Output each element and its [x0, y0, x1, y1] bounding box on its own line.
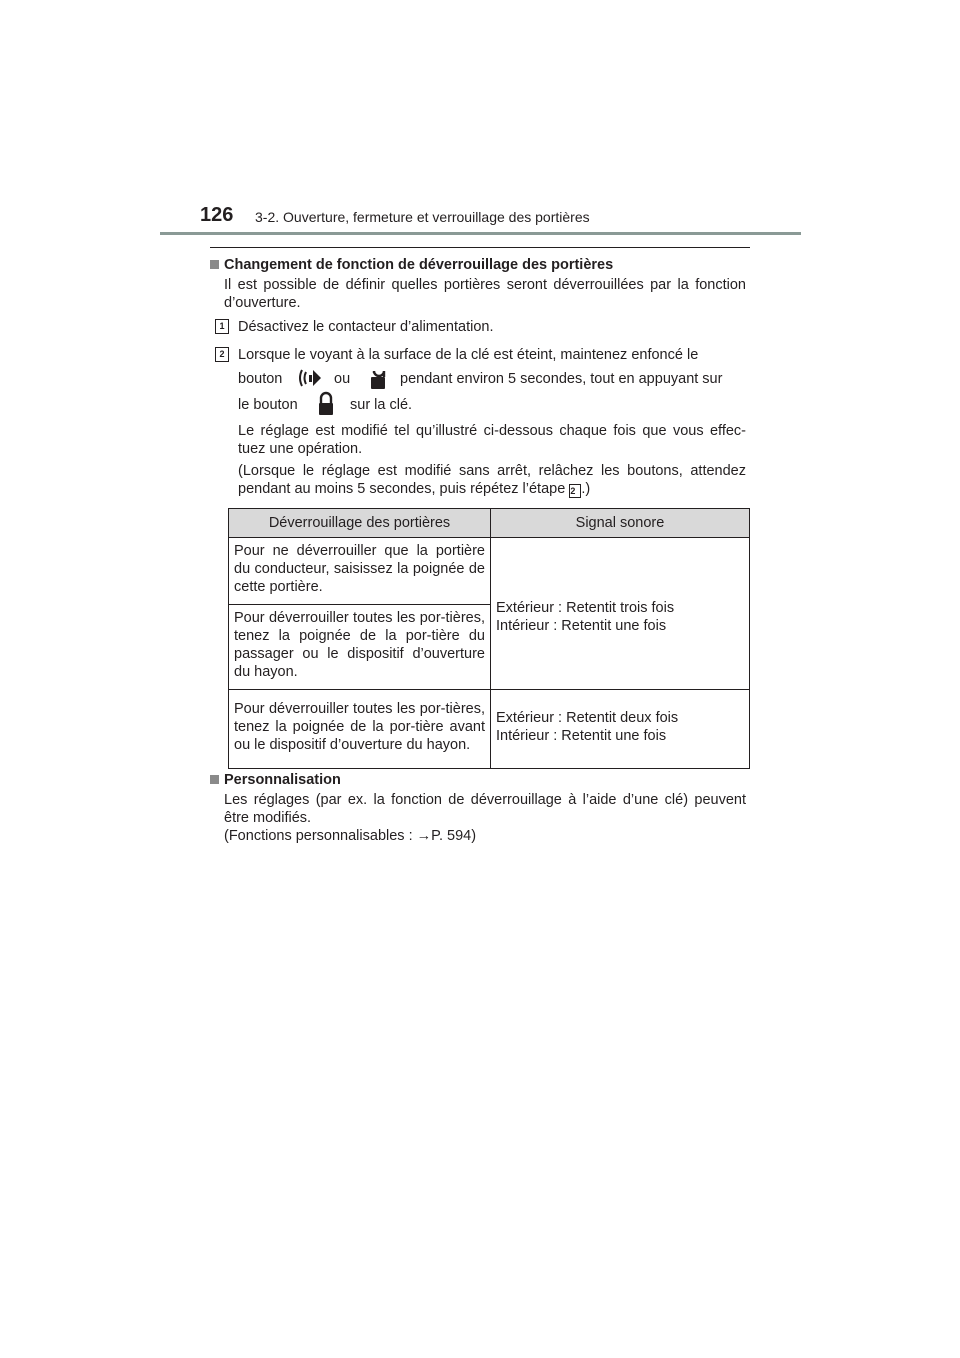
table-cell: Pour ne déverrouiller que la portière du conducteur, saisissez la poignée de cette portière.	[229, 538, 491, 605]
step-1-text: Désactivez le contacteur d’alimentation.	[238, 319, 494, 335]
table-row	[229, 690, 750, 769]
step-number-1: 1	[215, 319, 229, 334]
step-2-paragraph-2: Le réglage est modifié tel qu’illustré ci-dessous chaque fois que vous effec-tuez une opération.	[238, 423, 746, 457]
step-2-line-3-end: sur la clé.	[350, 397, 413, 413]
step-2-word-bouton: bouton	[238, 371, 283, 387]
section-2-reference: (Fonctions personnalisables : →P. 594)	[224, 828, 477, 844]
section-intro: Il est possible de définir quelles portières seront déverrouillées par la fonction d’ouverture.	[224, 277, 746, 311]
table-header-row	[229, 509, 750, 538]
table-cell: Pour déverrouiller toutes les por-tières, tenez la poignée de la por-tière avant ou le dispositif d’ouverture du hayon.	[229, 690, 491, 769]
table-cell: Pour déverrouiller toutes les por-tières, tenez la poignée de la por-tière du passager ou le dispositif d’ouverture du hayon.	[229, 605, 491, 690]
table-row	[229, 538, 750, 605]
section-2-text: Les réglages (par ex. la fonction de déverrouillage à l’aide d’une clé) peuvent être modifiés.	[224, 792, 746, 826]
page-number: 126	[200, 204, 234, 226]
arrow-icon: →	[416, 828, 432, 844]
table-cell-signal: Extérieur : Retentit deux fois Intérieur : Retentit une fois	[491, 690, 750, 769]
square-bullet-icon	[210, 260, 219, 269]
chapter-title: 3-2. Ouverture, fermeture et verrouillage des portières	[255, 209, 590, 225]
section-rule	[210, 247, 750, 248]
step-reference-2: 2	[569, 484, 581, 498]
table-header-cell: Déverrouillage des portières	[229, 509, 491, 538]
step-number-2: 2	[215, 347, 229, 362]
step-2-line-2-end: pendant environ 5 secondes, tout en appuyant sur	[400, 371, 723, 387]
lock-icon	[315, 390, 337, 423]
table-cell-signal: Extérieur : Retentit trois fois Intérieur : Retentit une fois	[491, 538, 750, 690]
step-2-paragraph-3: (Lorsque le réglage est modifié sans arrêt, relâchez les boutons, attendez pendant au moins 5 secondes, puis répétez l’étape 2 .)	[238, 463, 746, 497]
section-heading-unlock-function: Changement de fonction de déverrouillage des portières	[210, 256, 613, 274]
step-2-word-ou: ou	[334, 371, 351, 387]
unlock-icon	[367, 364, 389, 397]
step-2-word-le-bouton: le bouton	[238, 397, 298, 413]
header-rule	[160, 232, 801, 235]
table-header-cell: Signal sonore	[491, 509, 750, 538]
unlock-settings-table	[228, 508, 750, 769]
step-2-line-1: Lorsque le voyant à la surface de la clé est éteint, maintenez enfoncé le	[238, 347, 699, 363]
square-bullet-icon	[210, 775, 219, 784]
section-heading-personnalisation: Personnalisation	[210, 771, 341, 789]
